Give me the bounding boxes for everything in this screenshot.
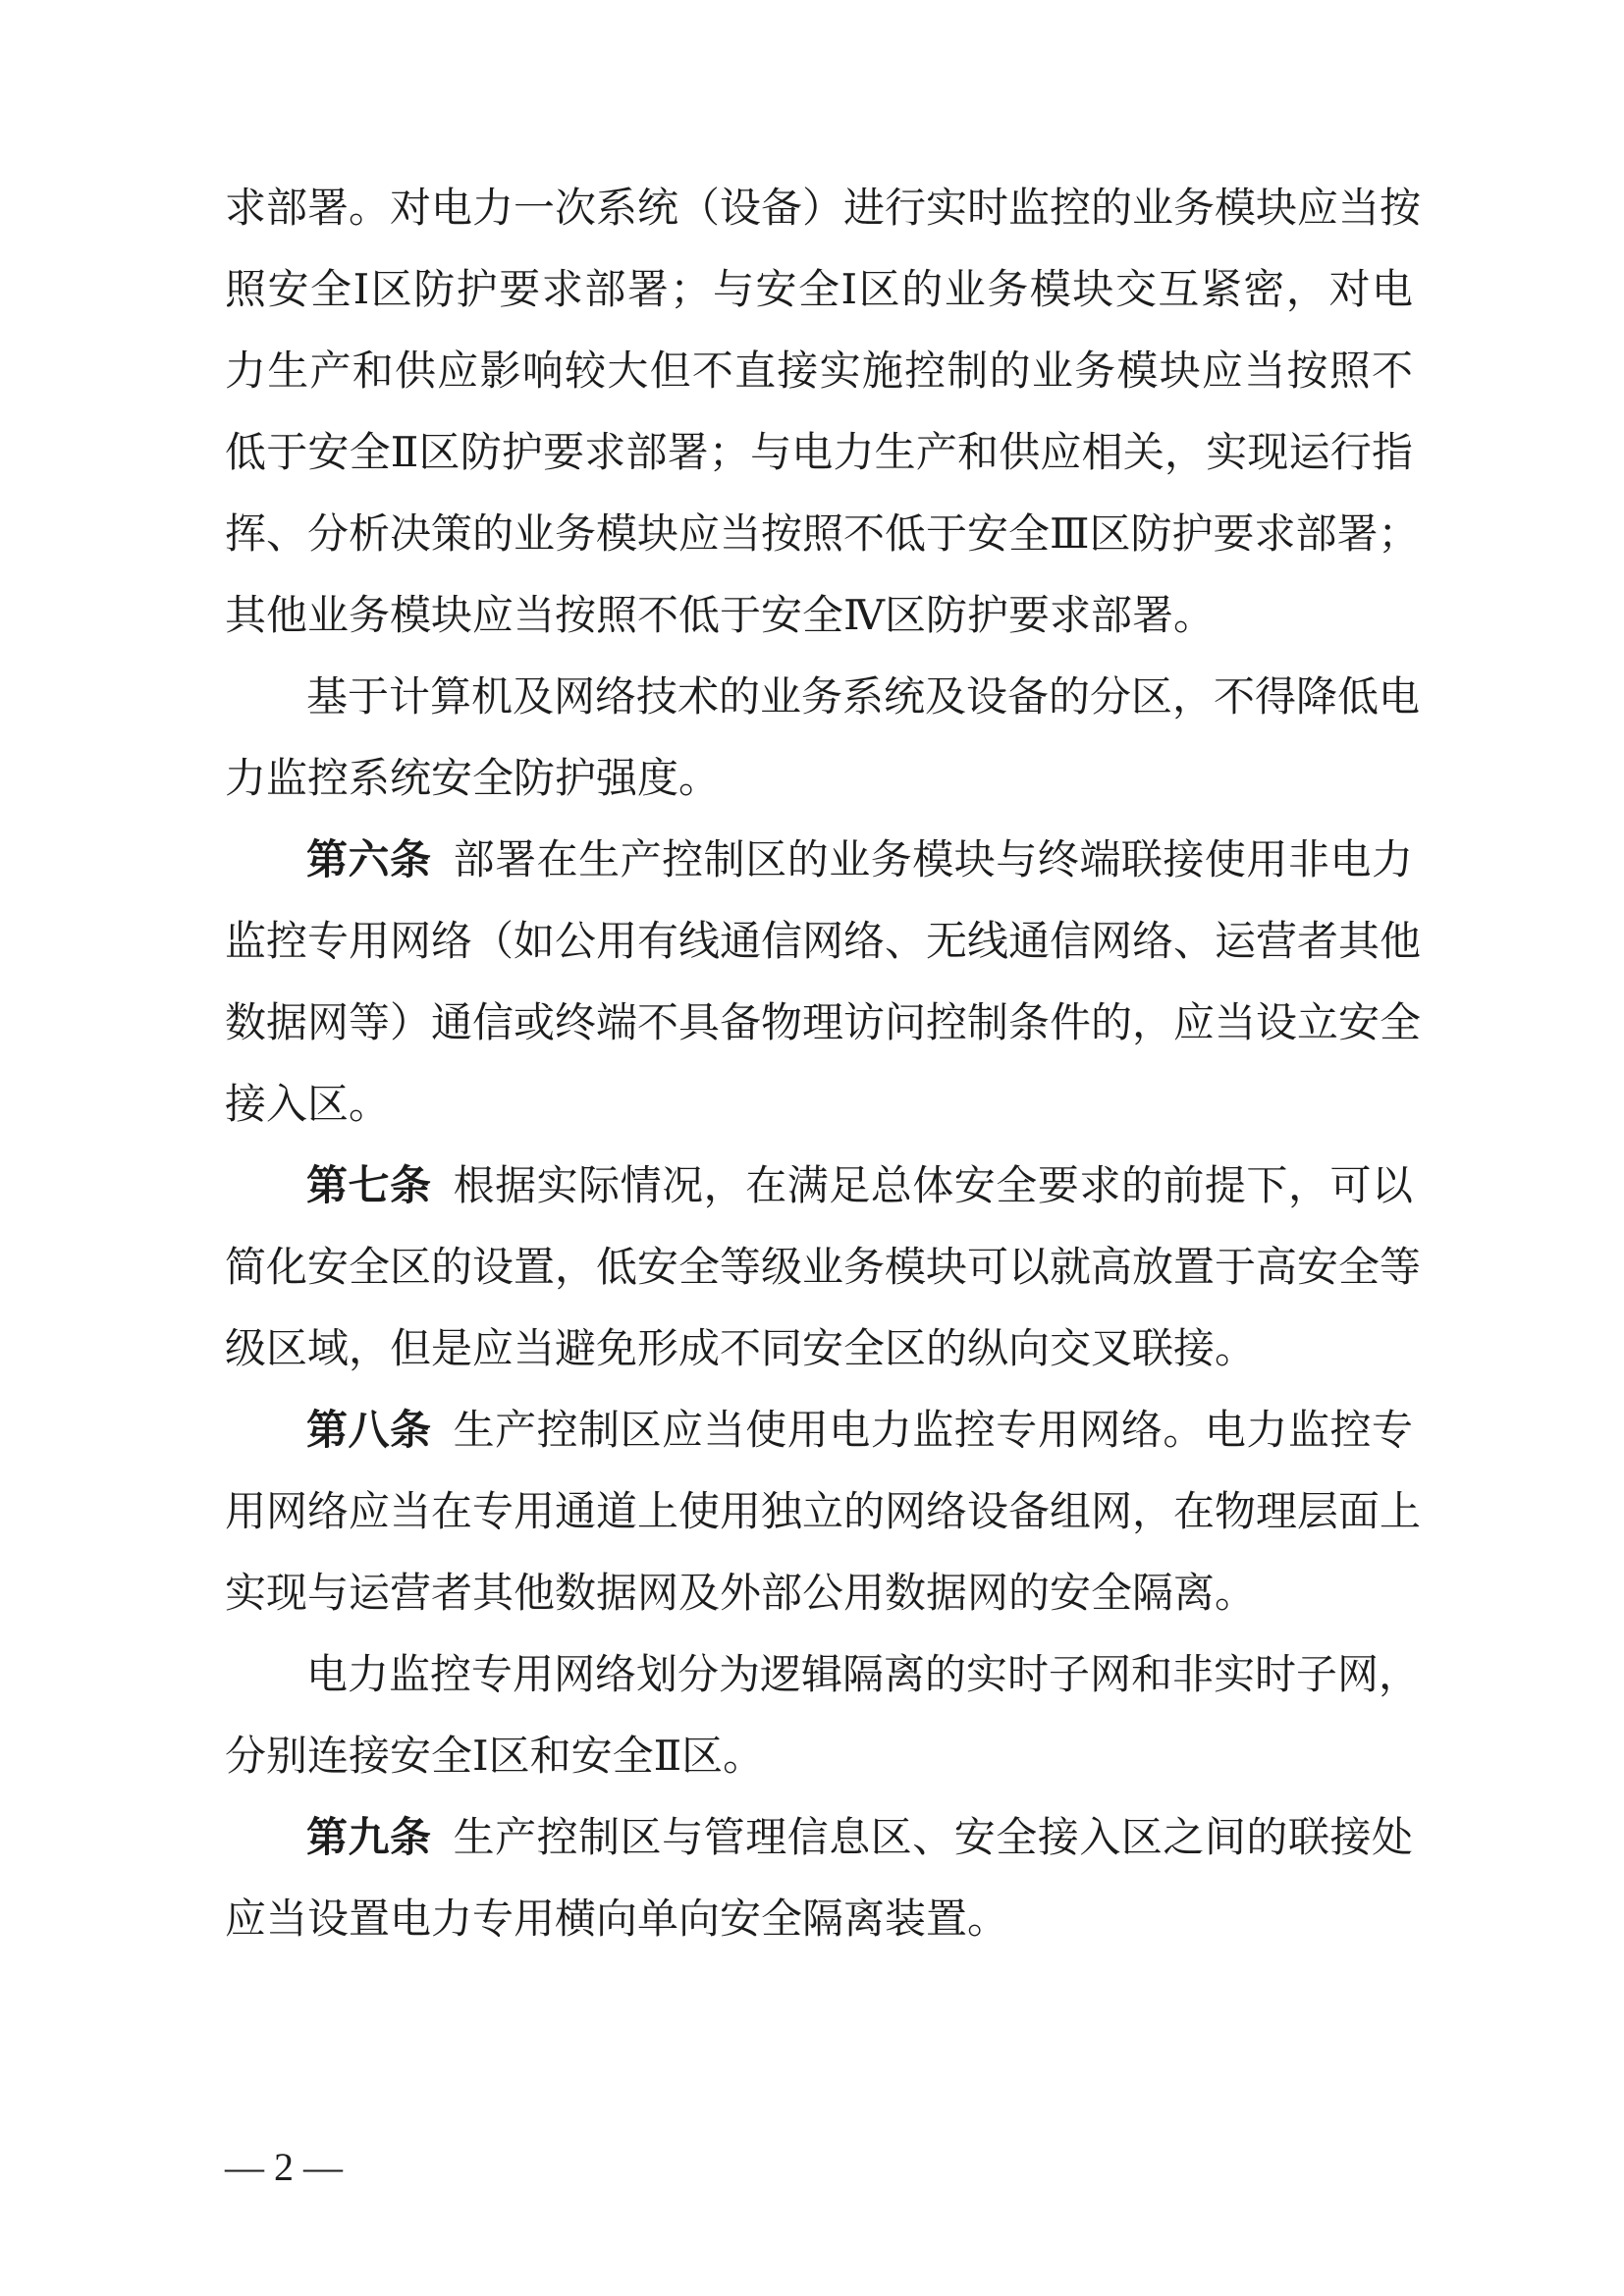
paragraph-first-line: 基于计算机及网络技术的业务系统及设备的分区，不得降低电 bbox=[306, 672, 1421, 721]
body-line: 级区域，但是应当避免形成不同安全区的纵向交叉联接。 bbox=[225, 1324, 1257, 1372]
body-line: 低于安全Ⅱ区防护要求部署；与电力生产和供应相关，实现运行指 bbox=[225, 428, 1413, 476]
body-line: 应当设置电力专用横向单向安全隔离装置。 bbox=[225, 1895, 1009, 1943]
body-line: 用网络应当在专用通道上使用独立的网络设备组网，在物理层面上 bbox=[225, 1487, 1422, 1535]
body-line: 简化安全区的设置，低安全等级业务模块可以就高放置于高安全等 bbox=[225, 1243, 1422, 1291]
body-line: 监控专用网络（如公用有线通信网络、无线通信网络、运营者其他 bbox=[225, 917, 1422, 965]
article-8-first-line bbox=[306, 1401, 1413, 1460]
article-7-first-line bbox=[306, 1156, 1413, 1215]
article-8-text: 生产控制区应当使用电力监控专用网络。电力监控专 bbox=[453, 1406, 1413, 1454]
page-number: — 2 — bbox=[225, 2145, 343, 2189]
body-line: 求部署。对电力一次系统（设备）进行实时监控的业务模块应当按 bbox=[225, 184, 1422, 232]
article-9-heading: 第九条 bbox=[306, 1813, 432, 1861]
body-line: 挥、分析决策的业务模块应当按照不低于安全Ⅲ区防护要求部署； bbox=[225, 509, 1420, 558]
article-6-text: 部署在生产控制区的业务模块与终端联接使用非电力 bbox=[453, 835, 1413, 883]
body-line: 力生产和供应影响较大但不直接实施控制的业务模块应当按照不 bbox=[225, 347, 1413, 395]
body-line: 分别连接安全Ⅰ区和安全Ⅱ区。 bbox=[225, 1732, 765, 1780]
article-7-heading: 第七条 bbox=[306, 1161, 432, 1209]
paragraph-first-line: 电力监控专用网络划分为逻辑隔离的实时子网和非实时子网， bbox=[306, 1650, 1421, 1698]
body-line: 数据网等）通信或终端不具备物理访问控制条件的，应当设立安全 bbox=[225, 998, 1422, 1046]
article-7-text: 根据实际情况，在满足总体安全要求的前提下，可以 bbox=[453, 1161, 1413, 1209]
article-9-first-line bbox=[306, 1808, 1413, 1867]
body-line: 力监控系统安全防护强度。 bbox=[225, 754, 721, 802]
article-8-heading: 第八条 bbox=[306, 1406, 432, 1454]
body-line: 照安全Ⅰ区防护要求部署；与安全Ⅰ区的业务模块交互紧密，对电 bbox=[225, 265, 1413, 313]
body-line: 接入区。 bbox=[225, 1080, 391, 1128]
article-6-first-line bbox=[306, 830, 1413, 889]
body-line: 实现与运营者其他数据网及外部公用数据网的安全隔离。 bbox=[225, 1569, 1257, 1617]
article-9-text: 生产控制区与管理信息区、安全接入区之间的联接处 bbox=[453, 1813, 1413, 1861]
article-6-heading: 第六条 bbox=[306, 835, 432, 883]
body-line: 其他业务模块应当按照不低于安全Ⅳ区防护要求部署。 bbox=[225, 591, 1215, 639]
